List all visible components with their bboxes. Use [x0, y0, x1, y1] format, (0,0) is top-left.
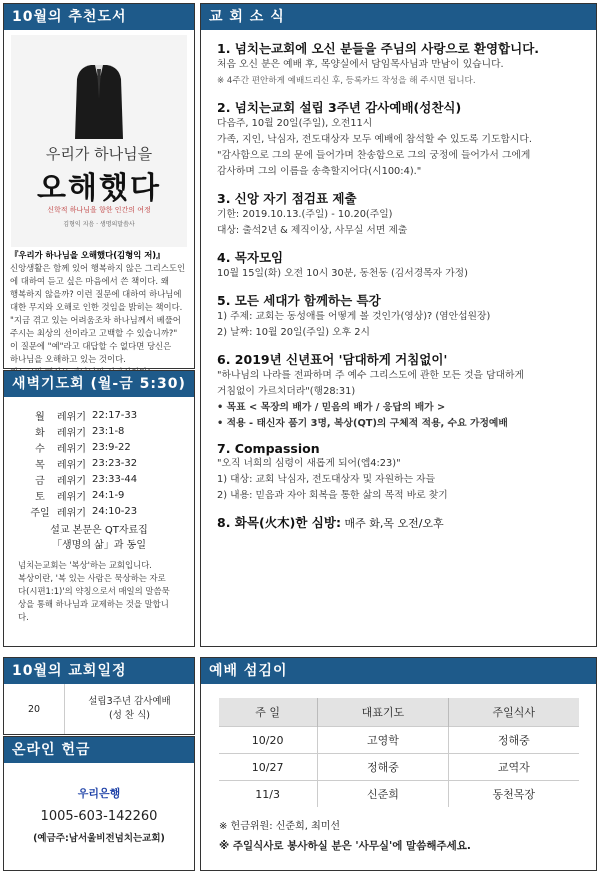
book-desc-line: 이 질문에 "예"라고 대답할 수 없다면 당신은	[10, 341, 172, 351]
news-item-line: 기한: 2019.10.13.(주일) - 10.20(주일)	[217, 209, 393, 220]
news-item-line: 처음 오신 분은 예배 후, 목양실에서 담임목사님과 만남이 있습니다.	[217, 59, 504, 70]
news-panel	[200, 3, 597, 647]
news-item-line: 가족, 지인, 낙심자, 전도대상자 모두 예배에 참석할 수 있도록 기도합시다.	[217, 134, 532, 145]
account-number: 1005-603-142260	[40, 809, 158, 824]
news-item	[201, 98, 596, 180]
news-item-line: 1) 주제: 교회는 동성애를 어떻게 볼 것인가(영상)? (염안섭원장)	[217, 311, 491, 322]
service-note-offering: ※ 헌금위원: 신준희, 최미선	[219, 821, 341, 832]
news-item-title-text: 1. 넘치는교회에 오신 분들을 주님의 사랑으로 환영합니다.	[217, 41, 540, 56]
news-item-title-sub: 매주 화,목 오전/오후	[340, 517, 444, 530]
news-item-line: 2) 내용: 믿음과 자아 회복을 통한 삶의 목적 바로 찾기	[217, 490, 448, 501]
news-item-title	[217, 350, 586, 368]
service-header: 예배 섬김이	[201, 658, 596, 684]
dawn-book: 레위기	[57, 443, 86, 455]
calendar-event-line: 설립3주년 감사예배	[88, 696, 171, 707]
dawn-book: 레위기	[57, 411, 86, 423]
service-column-header: 대표기도	[317, 698, 448, 727]
book-desc-line: "지금 겪고 있는 어려움조차 하나님께서 베풀어	[10, 315, 181, 325]
service-cell: 정해중	[317, 754, 448, 781]
news-item	[201, 189, 596, 239]
service-column-header: 주 일	[219, 698, 318, 727]
dawn-row	[26, 439, 140, 455]
giving-panel	[3, 736, 195, 871]
news-item-line: "오직 너희의 심령이 새롭게 되어(엡4:23)"	[217, 458, 401, 469]
calendar-event-line: (성 찬 식)	[109, 710, 150, 721]
news-item	[201, 513, 596, 531]
book-panel	[3, 3, 195, 369]
news-item-line: "감사함으로 그의 문에 들어가며 찬송함으로 그의 궁정에 들어가서 그에게	[217, 150, 531, 161]
news-item-title-text: 5. 모든 세대가 함께하는 특강	[217, 293, 381, 308]
book-title: 오해했다	[37, 171, 161, 206]
book-author: 김형익 지음 · 생명의말씀사	[63, 221, 135, 228]
service-cell: 10/27	[219, 754, 318, 781]
news-item	[201, 441, 596, 504]
dawn-desc-line: 넘치는교회는 '복상'하는 교회입니다.	[18, 560, 152, 570]
dawn-desc-line: 상을 통해 하나님과 교제하는 것을 말합니	[18, 599, 169, 609]
dawn-desc-line: 복상이란, '복 있는 사람은 묵상하는 자로	[18, 573, 166, 583]
dawn-note-line: 설교 본문은 QT자료집	[50, 525, 148, 536]
dawn-note-line: 「생명의 삶」과 동일	[52, 540, 146, 551]
news-item-title-text: 2. 넘치는교회 설립 3주년 감사예배(성찬식)	[217, 100, 462, 115]
book-title-small: 우리가 하나님을	[45, 145, 153, 163]
news-item-line: 다음주, 10월 20일(주일), 오전11시	[217, 118, 373, 129]
news-item-line: "하나님의 나라를 전파하며 주 예수 그리스도에 관한 모든 것을 담대하게	[217, 370, 524, 381]
news-item-line: • 목표 < 목장의 배가 / 믿음의 배가 / 응답의 배가 >	[217, 402, 446, 413]
service-cell: 고영학	[317, 727, 448, 754]
dawn-day: 화	[35, 427, 45, 439]
calendar-date: 20	[4, 684, 65, 734]
dawn-prayer-panel	[3, 370, 195, 647]
news-item-title	[217, 513, 586, 531]
dawn-ref: 23:33-44	[91, 473, 138, 485]
dawn-row	[26, 407, 140, 423]
book-desc-line: 대한 무지와 오해로 인한 것임을 밝히는 책이다.	[10, 302, 183, 312]
dawn-day: 월	[35, 411, 45, 423]
dawn-header: 새벽기도회 (월-금 5:30)	[4, 371, 194, 397]
dawn-row	[26, 503, 140, 519]
service-column-header: 주일식사	[449, 698, 579, 727]
dawn-description	[4, 553, 194, 624]
service-cell: 11/3	[219, 781, 318, 808]
service-cell: 교역자	[449, 754, 579, 781]
news-item	[201, 248, 596, 282]
news-item	[201, 291, 596, 341]
news-item-line: 10월 15일(화) 오전 10시 30분, 동천동 (김서경목자 가정)	[217, 268, 468, 279]
dawn-book: 레위기	[57, 507, 86, 519]
service-row	[219, 781, 579, 808]
news-item-line: 2) 날짜: 10월 20일(주일) 오후 2시	[217, 327, 370, 338]
book-cover	[11, 35, 187, 247]
service-table	[219, 698, 579, 807]
dawn-ref: 24:1-9	[91, 489, 125, 501]
book-desc-line: 에 대하여 듣고 싶은 마음에서 쓴 책이다. 왜	[10, 276, 169, 286]
dawn-row	[26, 423, 140, 439]
news-item-line: 감사하며 그의 이름을 송축할지어다(시100:4)."	[217, 166, 422, 177]
service-cell: 동천목장	[449, 781, 579, 808]
news-item-title	[217, 39, 586, 57]
dawn-day: 수	[35, 443, 45, 455]
dawn-day: 토	[35, 491, 45, 503]
dawn-row	[26, 487, 140, 503]
dawn-book: 레위기	[57, 427, 86, 439]
dawn-day: 금	[35, 475, 45, 487]
news-header: 교 회 소 식	[201, 4, 596, 30]
dawn-book: 레위기	[57, 475, 86, 487]
news-item-title	[217, 189, 586, 207]
bank-name: 우리은행	[77, 787, 121, 800]
calendar-event	[65, 695, 194, 723]
dawn-schedule-table	[26, 407, 140, 519]
dawn-ref: 22:17-33	[91, 409, 138, 421]
news-item	[201, 39, 596, 89]
news-item-title	[217, 98, 586, 116]
news-item	[201, 350, 596, 432]
news-item-title-text: 4. 목자모임	[217, 250, 284, 265]
news-item-title	[217, 441, 586, 456]
dawn-book: 레위기	[57, 459, 86, 471]
service-note-meal: ※ 주일식사로 봉사하실 분은 '사무실'에 말씀해주세요.	[219, 840, 471, 852]
calendar-row	[4, 684, 194, 734]
news-item-title-text: 3. 신앙 자기 점검표 제출	[217, 191, 357, 206]
account-holder: (예금주:남서울비전넘치는교회)	[33, 833, 165, 844]
news-item-title	[217, 248, 586, 266]
book-desc-line: 신앙생활은 함께 있어 행복하지 않은 그리스도인	[10, 263, 186, 273]
book-header: 10월의 추천도서	[4, 4, 194, 30]
service-cell: 10/20	[219, 727, 318, 754]
book-desc-line: 행복하지 않을까? 이런 질문에 대하여 하나님에	[10, 289, 182, 299]
news-item-title-text: 7. Compassion	[217, 441, 320, 456]
book-desc-line: 주시는 최상의 선이라고 고백할 수 있습니까?"	[10, 328, 178, 338]
book-description	[4, 247, 194, 381]
calendar-header: 10월의 교회일정	[4, 658, 194, 684]
dawn-day: 주일	[30, 507, 50, 519]
news-item-note: ※ 4주간 편안하게 예배드리신 후, 등록카드 작성을 해 주시면 됩니다.	[217, 76, 476, 86]
dawn-day: 목	[35, 459, 45, 471]
news-item-title-text: 6. 2019년 신년표어 '담대하게 거침없이'	[217, 352, 448, 367]
dawn-ref: 23:9-22	[91, 441, 131, 453]
dawn-ref: 24:10-23	[91, 505, 138, 517]
news-item-line: 대상: 출석2년 & 제직이상, 사무실 서면 제출	[217, 225, 408, 236]
dawn-row	[26, 471, 140, 487]
book-desc-line: 『우리가 하나님을 오해했다(김형익 저)』	[10, 250, 165, 260]
dawn-ref: 23:1-8	[91, 425, 125, 437]
service-row	[219, 727, 579, 754]
giving-header: 온라인 헌금	[4, 737, 194, 763]
dawn-row	[26, 455, 140, 471]
book-cover-figure	[67, 39, 131, 139]
news-item-line: 거침없이 가르치더라"(행28:31)	[217, 386, 356, 397]
news-item-title	[217, 291, 586, 309]
service-cell: 정해중	[449, 727, 579, 754]
news-list	[201, 39, 596, 531]
service-cell: 신준희	[317, 781, 448, 808]
dawn-desc-line: 다(시편1:1)'의 약칭으로서 매일의 말씀묵	[18, 586, 170, 596]
dawn-note	[4, 523, 194, 553]
news-item-line: 1) 대상: 교회 낙심자, 전도대상자 및 자원하는 자들	[217, 474, 436, 485]
dawn-desc-line: 다.	[18, 612, 29, 622]
dawn-book: 레위기	[57, 491, 86, 503]
book-subtitle: 신학적 하나님을 향한 인간의 여정	[47, 206, 151, 214]
dawn-ref: 23:23-32	[91, 457, 138, 469]
calendar-panel	[3, 657, 195, 735]
news-item-title-text: 8. 화목(火木)한 심방:	[217, 515, 341, 530]
book-desc-line: 하나님을 오해하고 있는 것이다.	[10, 354, 126, 364]
news-item-line: • 적용 - 태신자 품기 3명, 복상(QT)의 구체적 적용, 수요 가정예배	[217, 418, 508, 429]
service-panel	[200, 657, 597, 871]
service-row	[219, 754, 579, 781]
